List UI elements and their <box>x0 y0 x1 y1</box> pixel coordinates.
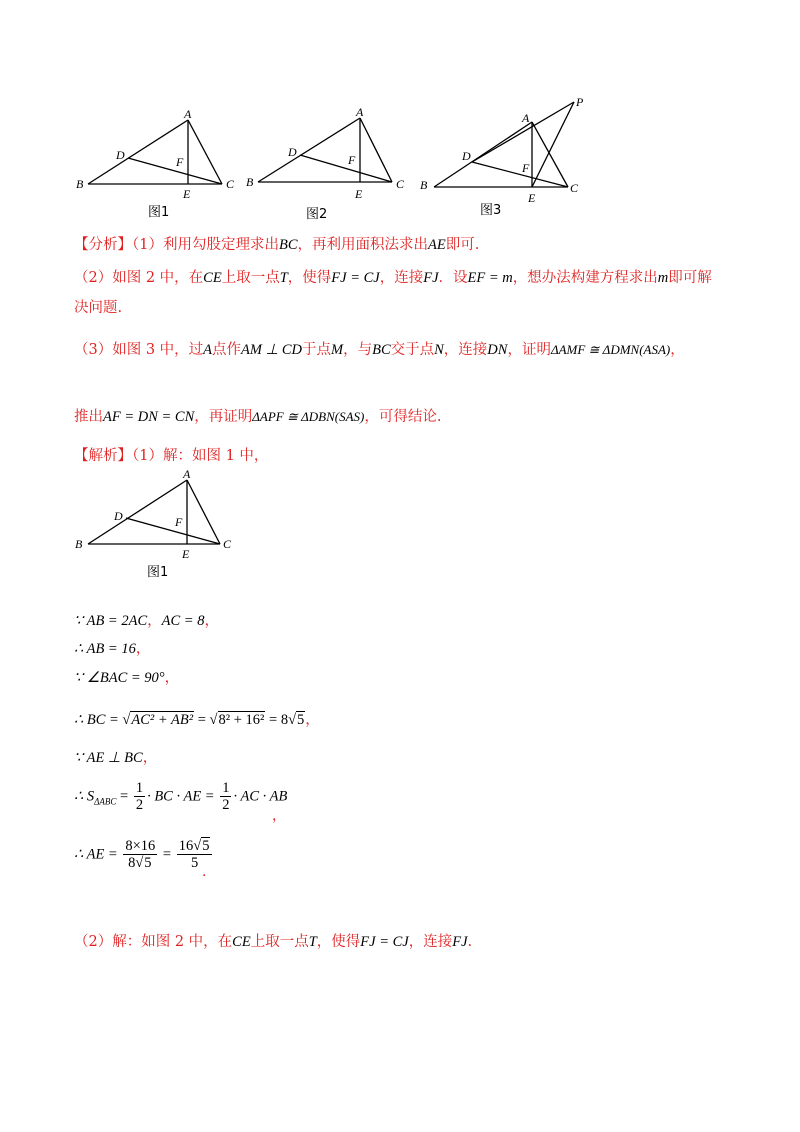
fig3-label-p: P <box>576 95 584 109</box>
text: ，连接 <box>443 342 488 358</box>
fig2-label-a: A <box>356 108 364 119</box>
fig3-label-f: F <box>522 161 530 175</box>
text: ，连接 <box>379 270 424 286</box>
math: 5 <box>144 855 152 871</box>
fig2-label-e: E <box>355 187 363 201</box>
math: FJ = CJ <box>360 934 409 950</box>
math: ΔAPF ≅ ΔDBN(SAS) <box>252 409 365 424</box>
text: ．设 <box>438 270 468 286</box>
math: m <box>657 270 669 286</box>
analysis-tag: 【分析】 <box>74 237 132 253</box>
figure-2-top <box>240 108 420 220</box>
math: = <box>159 846 175 863</box>
text: （2）如图 2 中，在 <box>74 270 204 286</box>
numerator: 1 <box>135 780 144 796</box>
math: 8² + 16² <box>218 712 265 728</box>
math: AC² + AB² <box>131 712 194 728</box>
text: ，使得 <box>287 270 332 286</box>
numerator: 1 <box>222 780 230 796</box>
text: ，可得结论. <box>364 409 442 425</box>
text: ，再证明 <box>194 409 253 425</box>
fraction <box>123 838 157 871</box>
sfig1-label-a: A <box>183 470 191 481</box>
fig1-caption: 图1 <box>148 205 170 220</box>
solution-tag: 【解析】 <box>74 448 132 464</box>
sfig1-label-e: E <box>182 547 190 561</box>
sfig1-label-b: B <box>75 537 83 551</box>
math: ΔAMF ≅ ΔDMN(ASA) <box>550 342 671 357</box>
text: ，想办法构建方程求出 <box>512 270 658 286</box>
math: T <box>279 270 288 286</box>
fig1-label-b: B <box>76 177 84 191</box>
step-6-end: ， <box>272 808 286 824</box>
math: ∵ ∠BAC = 90° <box>74 670 165 686</box>
q2-line <box>74 930 472 951</box>
math: EF = m <box>467 270 513 286</box>
math: N <box>434 342 444 358</box>
math: ∴ S <box>74 788 95 805</box>
math: A <box>203 342 213 358</box>
text: ，连接 <box>408 934 453 950</box>
sfig1-label-d: D <box>114 509 123 523</box>
numerator: 16√5 <box>177 838 213 855</box>
step-4: ∴ BC = √AC² + AB² = √8² + 16² = 8√5， <box>74 712 320 728</box>
math: FJ <box>452 934 468 950</box>
step-7 <box>74 838 214 871</box>
math: 16 <box>178 838 194 854</box>
figure-3-top <box>412 92 602 220</box>
solution-line-intro <box>74 444 268 465</box>
math: 5 <box>297 712 305 728</box>
math: ∴ AB = 16 <box>74 641 136 657</box>
math: AC = 8 <box>161 613 205 629</box>
math: 5 <box>202 838 210 854</box>
math: ∴ AE = <box>74 846 122 863</box>
math: BC <box>278 237 298 253</box>
text: ， <box>164 670 180 686</box>
analysis-line-2b <box>74 296 122 317</box>
fig2-label-b: B <box>246 175 254 189</box>
step-7-end: . <box>202 864 207 880</box>
text: ，再利用面积法求出 <box>297 237 429 253</box>
text: 推出 <box>74 409 103 425</box>
math: ∵ AE ⊥ BC <box>74 750 143 766</box>
math: AF = DN = CN <box>103 409 195 425</box>
math: · AC · AB <box>233 788 288 805</box>
fig3-label-b: B <box>420 178 428 192</box>
text: 交于点 <box>390 342 435 358</box>
text: 上取一点 <box>221 270 280 286</box>
fig1-label-d: D <box>116 148 125 162</box>
math: AM ⊥ CD <box>241 342 302 358</box>
math: M <box>331 342 344 358</box>
fig2-caption: 图2 <box>306 207 328 220</box>
math: ∴ BC = <box>74 712 123 728</box>
fig3-caption: 图3 <box>480 203 502 218</box>
text: （1）利用勾股定理求出 <box>132 237 279 253</box>
math: AE <box>428 237 446 253</box>
step-1 <box>74 609 219 630</box>
text: ， <box>142 750 158 766</box>
fraction <box>177 838 213 871</box>
denominator: 8√5 <box>128 855 152 871</box>
sfig1-label-f: F <box>175 515 183 529</box>
math: = <box>194 712 210 728</box>
fig1-label-c: C <box>226 177 235 191</box>
text: ， <box>670 342 685 358</box>
math: FJ <box>423 270 439 286</box>
math: ΔABC <box>94 796 117 807</box>
denominator: 2 <box>135 797 144 813</box>
fig1-label-a: A <box>184 108 192 121</box>
math: CE <box>203 270 222 286</box>
fraction <box>220 780 231 813</box>
fig2-label-f: F <box>348 153 356 167</box>
step-3 <box>74 666 179 687</box>
step-6 <box>74 780 287 813</box>
step-2 <box>74 637 150 658</box>
fig3-label-d: D <box>462 149 471 163</box>
fig3-label-c: C <box>570 181 579 195</box>
math: CE <box>232 934 251 950</box>
text: ，证明 <box>507 342 551 358</box>
text: （2）解：如图 2 中，在 <box>74 934 233 950</box>
text: （1）解：如图 1 中， <box>132 448 269 464</box>
sfig1-label-c: C <box>223 537 232 551</box>
fig3-label-e: E <box>528 191 536 205</box>
text: 点作 <box>212 342 242 358</box>
text: 决问题. <box>74 300 123 316</box>
math: = 8 <box>265 712 289 728</box>
text: 即可解 <box>668 270 712 286</box>
math: = <box>116 788 132 805</box>
numerator: 8×16 <box>125 838 156 854</box>
text: ， <box>135 641 151 657</box>
text: ，与 <box>343 342 373 358</box>
math: ∵ AB = 2AC <box>74 613 148 629</box>
step-5 <box>74 746 157 767</box>
fig1-label-e: E <box>183 187 191 201</box>
analysis-line-2 <box>74 266 712 287</box>
figure-1-top <box>70 108 250 220</box>
text: ， <box>204 613 219 629</box>
analysis-line-3 <box>74 338 685 359</box>
analysis-line-4 <box>74 405 441 426</box>
fig3-label-a: A <box>522 111 530 125</box>
text: ， <box>147 613 162 629</box>
fig1-label-f: F <box>176 155 184 169</box>
text: 于点 <box>302 342 331 358</box>
text: . <box>467 934 473 950</box>
text: ，使得 <box>316 934 361 950</box>
math: T <box>308 934 317 950</box>
math: FJ = CJ <box>331 270 380 286</box>
denominator: 2 <box>222 797 230 813</box>
figure-1-solution <box>70 470 250 580</box>
text: 上取一点 <box>250 934 309 950</box>
text: ， <box>305 712 320 728</box>
math: DN <box>487 342 508 358</box>
text: （3）如图 3 中，过 <box>74 342 204 358</box>
fig2-label-c: C <box>396 177 405 191</box>
fraction <box>134 780 145 813</box>
analysis-line-1 <box>74 233 479 254</box>
denominator: 5 <box>190 855 199 871</box>
math: · BC · AE = <box>147 788 219 805</box>
text: 即可. <box>445 237 480 253</box>
math: 8 <box>128 855 136 871</box>
sfig1-caption: 图1 <box>147 565 169 580</box>
fig2-label-d: D <box>288 145 297 159</box>
math: BC <box>372 342 391 358</box>
